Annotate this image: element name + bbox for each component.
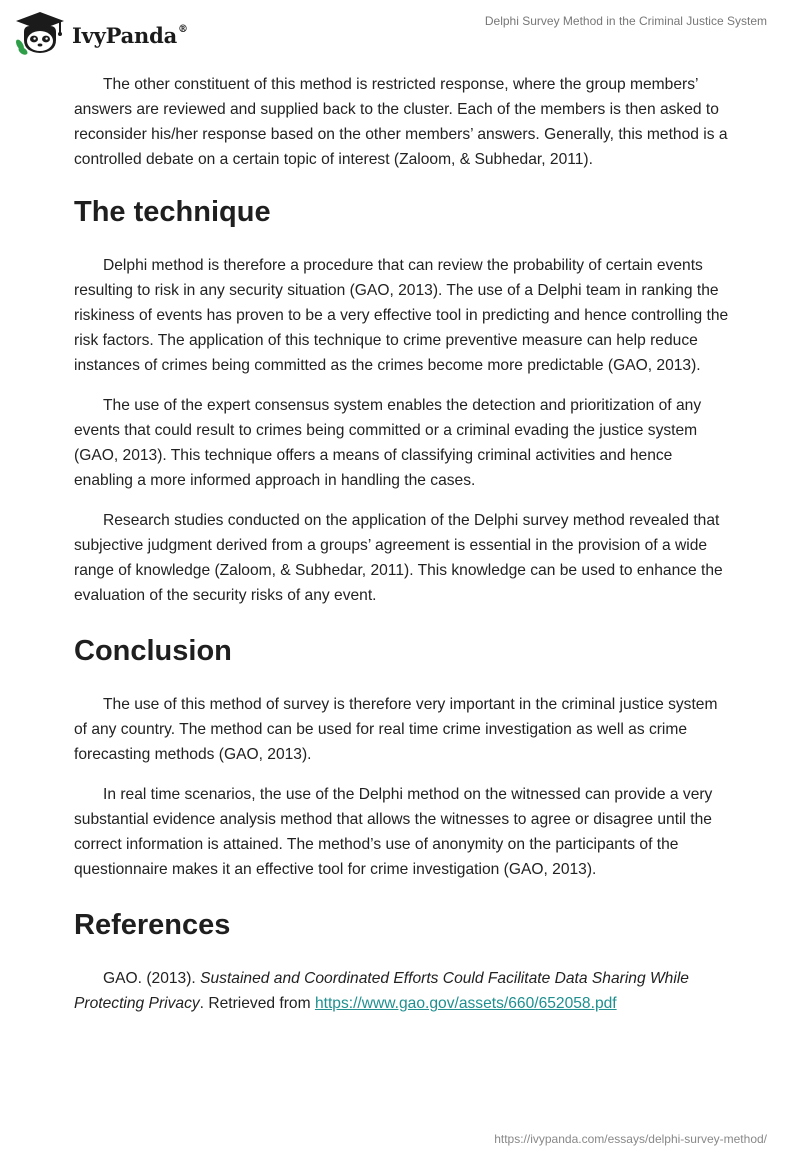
panda-graduate-icon xyxy=(14,10,66,56)
footer-url: https://ivypanda.com/essays/delphi-survey-method/ xyxy=(494,1132,767,1146)
ivypanda-logo[interactable] xyxy=(14,10,188,56)
page-header xyxy=(0,0,800,62)
paragraph-conclusion-1: The use of this method of survey is therefore very important in the criminal justice system of any country. The method can be used for real time crime investigation as well as crime forecasting methods (GAO, 2013). xyxy=(74,696,718,763)
heading-conclusion: Conclusion xyxy=(74,635,232,667)
paragraph-technique-2: The use of the expert consensus system enables the detection and prioritization of any events that could result to crimes being committed or a criminal evading the justice system (GAO, 2013). This technique offers a means of classifying criminal activities and hence enabling a more informed approach in handling the cases. xyxy=(74,397,702,489)
brand-name: IvyPanda® xyxy=(72,22,188,48)
running-title: Delphi Survey Method in the Criminal Justice System xyxy=(484,14,767,28)
reference-link[interactable]: https://www.gao.gov/assets/660/652058.pdf xyxy=(314,995,617,1012)
reference-title: Sustained and Coordinated Efforts Could Facilitate Data Sharing While Protecting Privacy xyxy=(74,970,689,1012)
paragraph-technique-3: Research studies conducted on the application of the Delphi survey method revealed that subjective judgment derived from a groups’ agreement is essential in the provision of a wide range of knowledge (Zaloom, & Subhedar, 2011). This knowledge can be used to enhance the evaluation of the security risks of any event. xyxy=(74,512,723,604)
reference-middle: . Retrieved from xyxy=(199,995,315,1012)
reference-prefix: GAO. (2013). xyxy=(103,970,201,987)
paragraph-technique-1: Delphi method is therefore a procedure that can review the probability of certain events resulting to risk in any security situation (GAO, 2013). The use of a Delphi team in ranking the riskiness of events has proven to be a very effective tool in predicting and hence controlling the risk factors. The application of this technique to crime preventive measure can help reduce instances of crimes being committed as the crimes become more predictable (GAO, 2013). xyxy=(74,257,729,374)
paragraph-conclusion-2: In real time scenarios, the use of the Delphi method on the witnessed can provide a very substantial evidence analysis method that allows the witnesses to agree or disagree until the correct information is attained. The method’s use of anonymity on the participants of the questionnaire makes it an effective tool for crime investigation (GAO, 2013). xyxy=(74,786,713,878)
essay-content xyxy=(74,72,734,1031)
registered-mark: ® xyxy=(178,23,188,35)
heading-references: References xyxy=(74,909,231,941)
heading-technique: The technique xyxy=(74,196,271,228)
reference-entry xyxy=(74,966,734,1016)
paragraph-intro: The other constituent of this method is restricted response, where the group members’ answers are reviewed and supplied back to the cluster. Each of the members is then asked to reconsider his/her response based on the other members’ answers. Generally, this method is a controlled debate on a certain topic of interest (Zaloom, & Subhedar, 2011). xyxy=(74,76,728,168)
